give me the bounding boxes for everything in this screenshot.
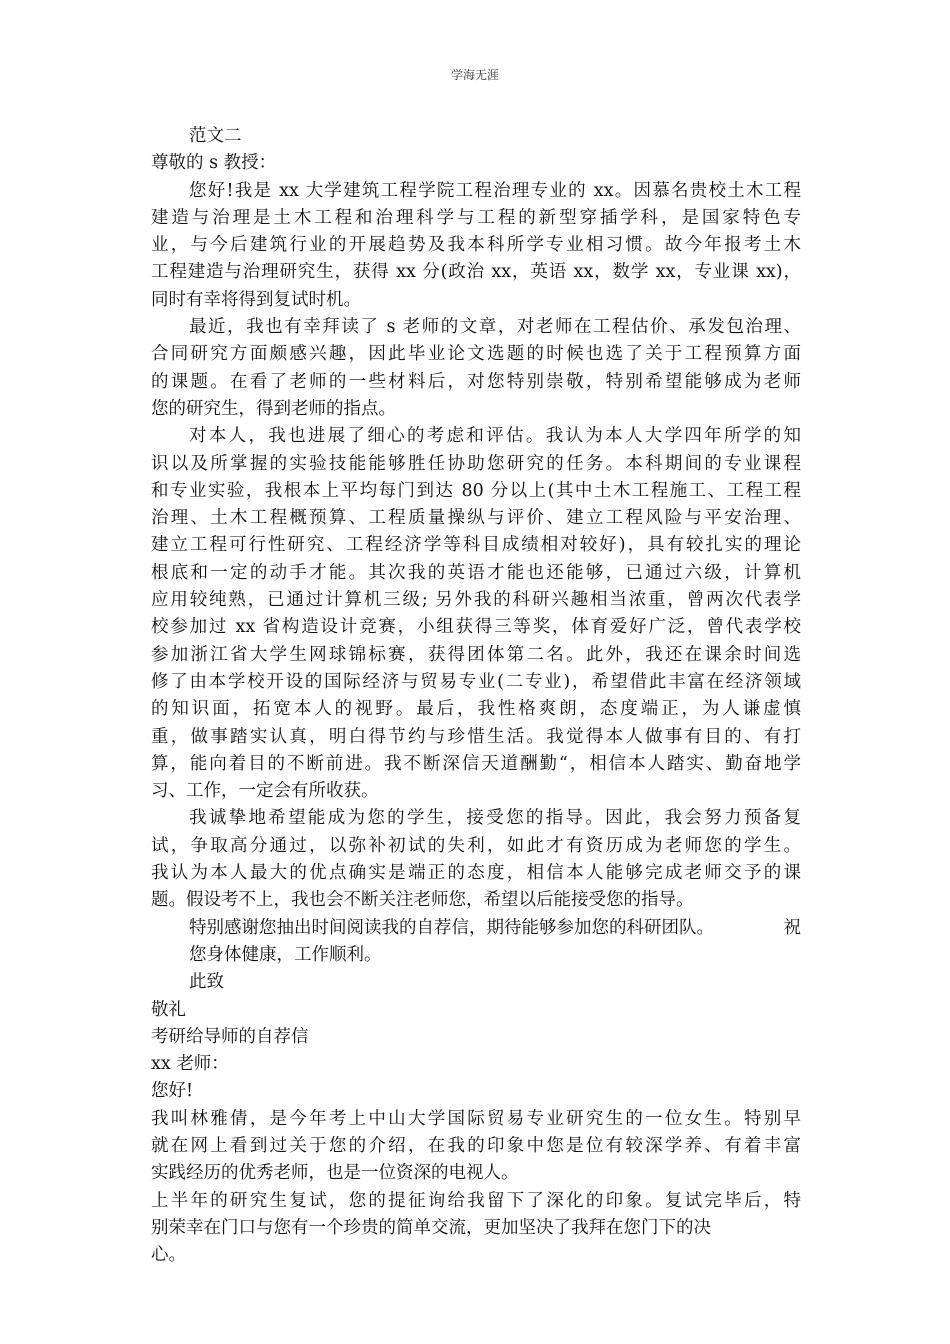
text-line: 习、工作，一定会有所收获。: [151, 781, 379, 802]
text-line: 参加浙江省大学生网球锦标赛，获得团体第二名。此外，我还在课余时间选: [151, 644, 801, 665]
text-line: 算，能向着目的不断前进。我不断深信天道酬勤“，相信本人踏实、勤奋地学: [151, 753, 801, 774]
text-line: 识以及所掌握的实验技能能够胜任协助您研究的任务。本科期间的专业课程: [151, 453, 801, 474]
text-line: 治理、土木工程概预算、工程质量操纵与评价、建立工程风险与平安治理、: [151, 508, 801, 529]
text-line: 建立工程可行性研究、工程经济学等科目成绩相对较好)，具有较扎实的理论: [151, 535, 801, 556]
text-line: 试，争取高分通过，以弥补初试的失利，如此才有资历成为老师您的学生。: [151, 835, 801, 856]
text-line: 修了由本学校开设的国际经济与贸易专业(二专业)，希望借此丰富在经济领域: [151, 671, 801, 692]
text-line: 的课题。在看了老师的一些材料后，对您特别崇敬，特别希望能够成为老师: [151, 371, 801, 392]
text-line: 校参加过 xx 省构造设计竞赛，小组获得三等奖，体育爱好广泛，曾代表学校: [151, 617, 801, 638]
page-header: 学海无涯: [450, 68, 499, 82]
text-line-main: 特别感谢您抽出时间阅读我的自荐信，期待能够参加您的科研团队。: [189, 917, 714, 938]
text-line: 我认为本人最大的优点确实是端正的态度，相信本人能够完成老师交予的课: [151, 863, 801, 884]
text-line: 建造与治理是土木工程和治理科学与工程的新型穿插学科，是国家特色专: [151, 207, 801, 228]
text-line: 根底和一定的动手才能。其次我的英语才能也还能够，已通过六级，计算机: [151, 562, 801, 583]
text-line: 您身体健康，工作顺利。: [189, 944, 382, 965]
text-line: 实践经历的优秀老师，也是一位资深的电视人。: [151, 1163, 519, 1184]
text-line: 上半年的研究生复试，您的提征询给我留下了深化的印象。复试完毕后，特: [151, 1190, 801, 1211]
text-line: 应用较纯熟，已通过计算机三级; 另外我的科研兴趣相当浓重，曾两次代表学: [151, 590, 801, 611]
text-line: 的知识面，拓宽本人的视野。最后，我性格爽朗，态度端正，为人谦虚慎: [151, 699, 801, 720]
text-line: 心。: [151, 1245, 186, 1266]
text-line: 同时有幸将得到复试时机。: [151, 289, 361, 310]
text-line: 考研给导师的自荐信: [151, 1026, 309, 1047]
text-line: 工程建造与治理研究生，获得 xx 分(政治 xx，英语 xx，数学 xx，专业课 xx)，: [151, 262, 801, 283]
text-line: 我诚挚地希望能成为您的学生，接受您的指导。因此，我会努力预备复: [189, 808, 801, 829]
text-line: 合同研究方面颇感兴趣，因此毕业论文选题的时候也选了关于工程预算方面: [151, 344, 801, 365]
text-line-tail: 祝: [783, 917, 801, 938]
text-line: 重，做事踏实认真，明白得节约与珍惜生活。我觉得本人做事有目的、有打: [151, 726, 801, 747]
letter-body: [151, 123, 801, 1269]
text-line: 我叫林雅倩，是今年考上中山大学国际贸易专业研究生的一位女生。特别早: [151, 1108, 801, 1129]
text-line: 就在网上看到过关于您的介绍，在我的印象中您是位有较深学养、有着丰富: [151, 1135, 801, 1156]
text-line: 题。假设考不上，我也会不断关注老师您，希望以后能接受您的指导。: [151, 890, 694, 911]
text-line: 对本人，我也进展了细心的考虑和评估。我认为本人大学四年所学的知: [189, 426, 801, 447]
text-line: xx 老师：: [151, 1054, 229, 1075]
text-line: 您的研究生，得到老师的指点。: [151, 398, 396, 419]
text-line: [151, 915, 801, 942]
text-line: 业，与今后建筑行业的开展趋势及我本科所学专业相习惯。故今年报考土木: [151, 235, 801, 256]
text-line: 敬礼: [151, 999, 186, 1020]
text-line: 和专业实验，我根本上平均每门到达 80 分以上(其中土木工程施工、工程工程: [151, 480, 801, 501]
text-line: 尊敬的 s 教授：: [151, 153, 277, 174]
text-line: 别荣幸在门口与您有一个珍贵的简单交流，更加坚决了我拜在您门下的决: [151, 1217, 711, 1238]
text-line: 范文二: [189, 126, 242, 146]
text-line: 最近，我也有幸拜读了 s 老师的文章，对老师在工程估价、承发包治理、: [189, 317, 801, 338]
text-line: 您好!: [151, 1081, 194, 1102]
text-line: 此致: [189, 972, 224, 993]
text-line: 您好!我是 xx 大学建筑工程学院工程治理专业的 xx。因慕名贵校土木工程: [189, 180, 801, 201]
